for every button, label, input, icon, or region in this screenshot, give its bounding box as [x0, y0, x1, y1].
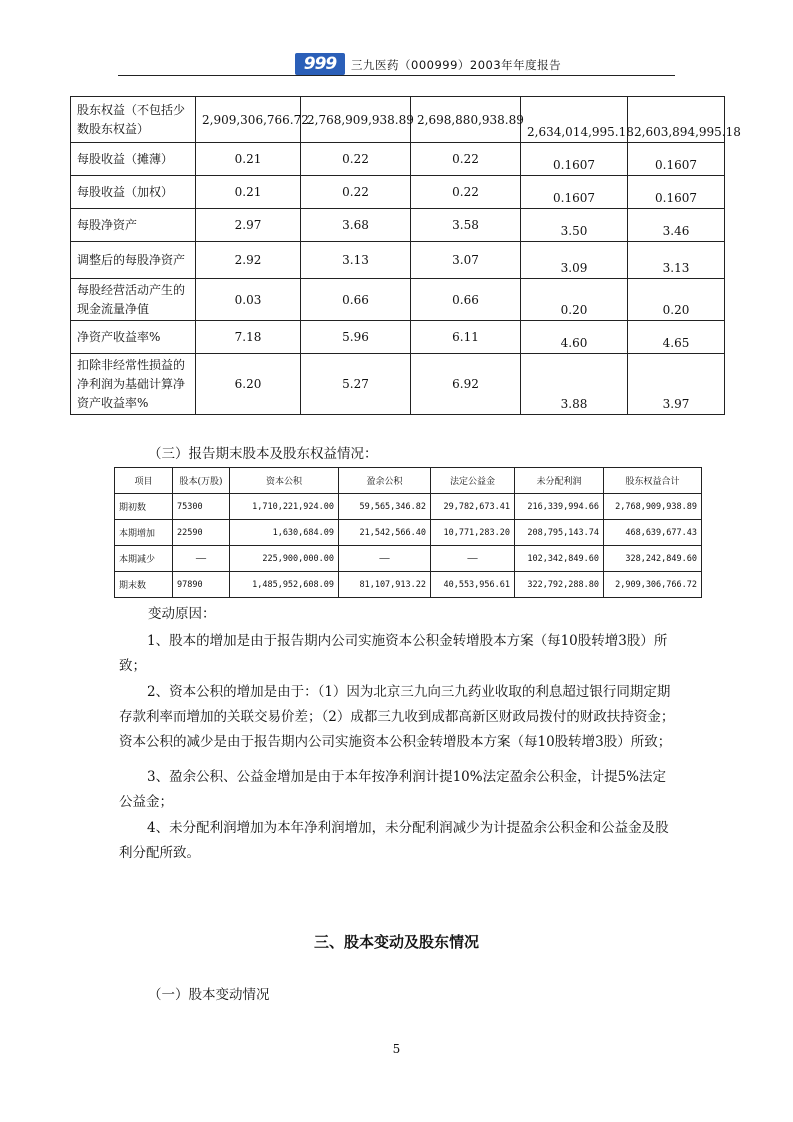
cell-value: 40,553,956.61 [431, 572, 515, 598]
cell-value: 2.97 [196, 209, 301, 242]
row-label: 期末数 [115, 572, 173, 598]
equity-section-heading: （三）报告期末股本及股东权益情况： [148, 446, 378, 462]
cell-value: 1,710,221,924.00 [230, 494, 339, 520]
column-header: 资本公积 [230, 468, 339, 494]
page-header [118, 48, 675, 76]
cell-value: —— [339, 546, 431, 572]
cell-value: 7.18 [196, 321, 301, 354]
change-reasons-title: 变动原因： [148, 606, 216, 622]
cell-value: 2,909,306,766.72 [604, 572, 702, 598]
table-row [71, 176, 725, 209]
cell-value: 0.22 [301, 143, 411, 176]
cell-value: 102,342,849.60 [515, 546, 604, 572]
row-label: 每股净资产 [71, 209, 196, 242]
cell-value: 0.66 [411, 279, 521, 321]
reason-3: 3、盈余公积、公益金增加是由于本年按净利润计提10%法定盈余公积金，计提5%法定公益金； [119, 769, 667, 810]
cell-value: 0.1607 [628, 176, 725, 209]
cell-value: 3.13 [628, 242, 725, 279]
column-header: 未分配利润 [515, 468, 604, 494]
cell-value: 0.21 [196, 176, 301, 209]
cell-value: 0.66 [301, 279, 411, 321]
cell-value: 3.58 [411, 209, 521, 242]
cell-value: 1,485,952,608.09 [230, 572, 339, 598]
row-label: 净资产收益率% [71, 321, 196, 354]
row-label: 本期增加 [115, 520, 173, 546]
cell-value: 3.88 [521, 354, 628, 415]
cell-value: 6.11 [411, 321, 521, 354]
subsection-heading: （一）股本变动情况 [148, 987, 270, 1003]
table-row [71, 97, 725, 143]
cell-value: 0.1607 [521, 176, 628, 209]
cell-value: 3.68 [301, 209, 411, 242]
cell-value: 5.27 [301, 354, 411, 415]
column-header: 盈余公积 [339, 468, 431, 494]
cell-value: —— [173, 546, 230, 572]
row-label: 每股收益（摊薄） [71, 143, 196, 176]
table-row [71, 321, 725, 354]
table-row [71, 279, 725, 321]
page-number: 5 [392, 1042, 401, 1056]
cell-value: —— [431, 546, 515, 572]
report-title: 三九医药（000999）2003年年度报告 [351, 58, 562, 72]
cell-value: 2,698,880,938.89 [411, 97, 521, 143]
table-row [71, 143, 725, 176]
cell-value: 2,768,909,938.89 [604, 494, 702, 520]
cell-value: 225,900,000.00 [230, 546, 339, 572]
table-row [115, 494, 702, 520]
cell-value: 29,782,673.41 [431, 494, 515, 520]
table-row [115, 520, 702, 546]
table-header-row [115, 468, 702, 494]
reason-1: 1、股本的增加是由于报告期内公司实施资本公积金转增股本方案（每10股转增3股）所致； [119, 633, 668, 674]
brand-logo: 999 [295, 53, 345, 75]
cell-value: 10,771,283.20 [431, 520, 515, 546]
column-header: 股东权益合计 [604, 468, 702, 494]
table-row [71, 209, 725, 242]
cell-value: 208,795,143.74 [515, 520, 604, 546]
cell-value: 0.21 [196, 143, 301, 176]
reason-4: 4、未分配利润增加为本年净利润增加，未分配利润减少为计提盈余公积金和公益金及股利分配所致。 [119, 820, 669, 861]
row-label: 期初数 [115, 494, 173, 520]
cell-value: 4.65 [628, 321, 725, 354]
cell-value: 0.20 [628, 279, 725, 321]
column-header: 法定公益金 [431, 468, 515, 494]
table-row [115, 572, 702, 598]
cell-value: 468,639,677.43 [604, 520, 702, 546]
section-title: 三、股本变动及股东情况 [313, 933, 479, 951]
cell-value: 59,565,346.82 [339, 494, 431, 520]
cell-value: 5.96 [301, 321, 411, 354]
row-label: 调整后的每股净资产 [71, 242, 196, 279]
table-row [115, 546, 702, 572]
cell-value: 4.60 [521, 321, 628, 354]
cell-value: 0.22 [301, 176, 411, 209]
table-row [71, 354, 725, 415]
cell-value: 1,630,684.09 [230, 520, 339, 546]
cell-value: 6.20 [196, 354, 301, 415]
reason-2: 2、资本公积的增加是由于：（1）因为北京三九向三九药业收取的利息超过银行同期定期存款利率而增加的关联交易价差；（2）成都三九收到成都高新区财政局拨付的财政扶持资金；资本公积的减少是由于报告期内公司实施资本公积金转增股本方案（每10股转增3股）所致； [119, 684, 675, 750]
cell-value: 97890 [173, 572, 230, 598]
cell-value: 2.92 [196, 242, 301, 279]
table-row [71, 242, 725, 279]
cell-value: 0.22 [411, 143, 521, 176]
cell-value: 3.09 [521, 242, 628, 279]
column-header: 股本(万股) [173, 468, 230, 494]
cell-value: 81,107,913.22 [339, 572, 431, 598]
cell-value: 0.1607 [628, 143, 725, 176]
cell-value: 6.92 [411, 354, 521, 415]
cell-value: 2,768,909,938.89 [301, 97, 411, 143]
row-label: 每股收益（加权） [71, 176, 196, 209]
financial-indicators-table [70, 96, 741, 415]
row-label: 每股经营活动产生的现金流量净值 [71, 279, 196, 321]
cell-value: 322,792,288.80 [515, 572, 604, 598]
row-label: 本期减少 [115, 546, 173, 572]
cell-value: 0.03 [196, 279, 301, 321]
cell-value: 3.07 [411, 242, 521, 279]
cell-value: 22590 [173, 520, 230, 546]
cell-value: 2,909,306,766.72 [196, 97, 301, 143]
cell-value: 3.97 [628, 354, 725, 415]
cell-value: 0.22 [411, 176, 521, 209]
cell-value: 2,603,894,995.18 [628, 97, 725, 143]
cell-value: 3.46 [628, 209, 725, 242]
cell-value: 21,542,566.40 [339, 520, 431, 546]
header-rule [118, 75, 675, 76]
cell-value: 3.50 [521, 209, 628, 242]
cell-value: 328,242,849.60 [604, 546, 702, 572]
cell-value: 0.20 [521, 279, 628, 321]
cell-value: 75300 [173, 494, 230, 520]
column-header: 项目 [115, 468, 173, 494]
cell-value: 2,634,014,995.18 [521, 97, 628, 143]
row-label: 股东权益（不包括少数股东权益） [71, 97, 196, 143]
cell-value: 0.1607 [521, 143, 628, 176]
row-label: 扣除非经常性损益的净利润为基础计算净资产收益率% [71, 354, 196, 415]
equity-changes-table [114, 467, 702, 598]
cell-value: 216,339,994.66 [515, 494, 604, 520]
cell-value: 3.13 [301, 242, 411, 279]
